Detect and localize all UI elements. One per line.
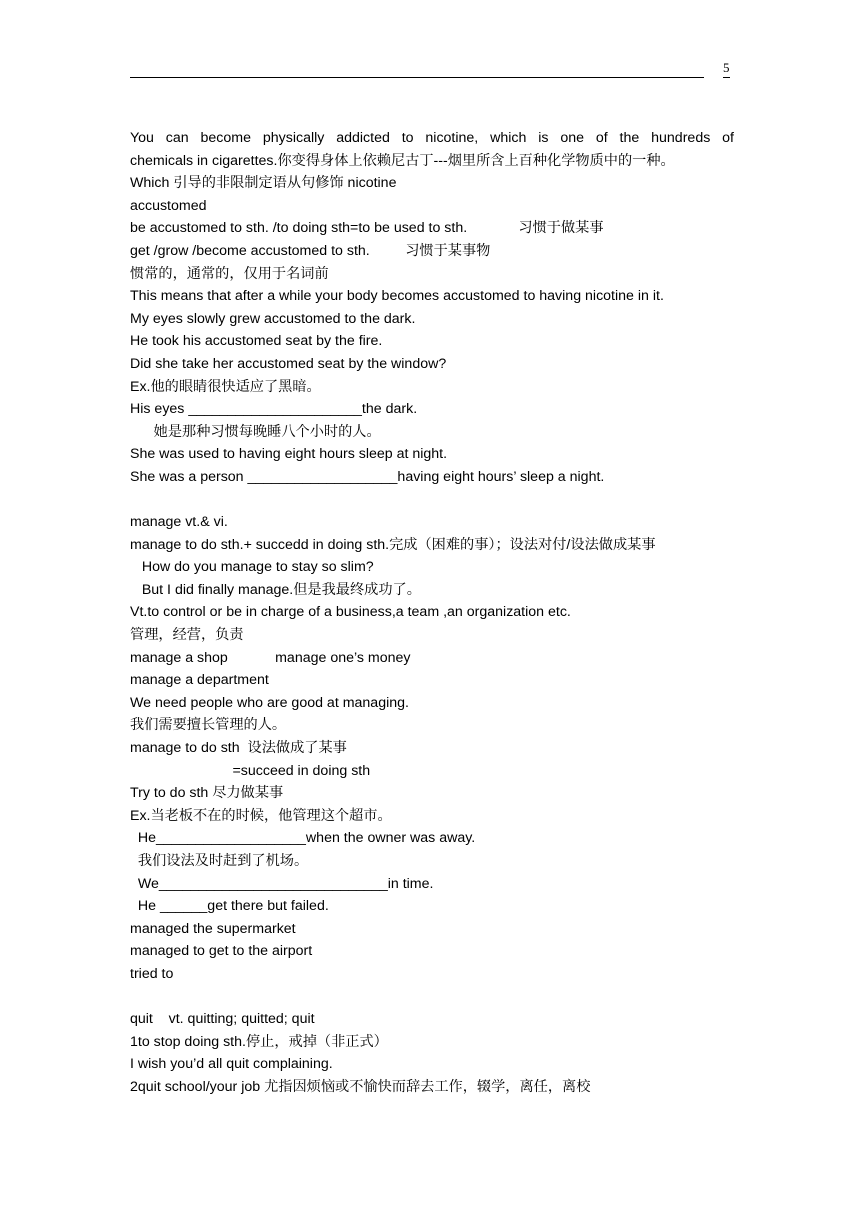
blank-line <box>130 489 734 512</box>
text-line: Ex.他的眼睛很快适应了黑暗。 <box>130 378 321 395</box>
text-line: 惯常的，通常的，仅用于名词前 <box>130 265 329 282</box>
text-line: Which 引导的非限制定语从句修饰 nicotine <box>130 175 397 192</box>
text-line: 我们设法及时赶到了机场。 <box>130 853 309 869</box>
text-line: Try to do sth 尽力做某事 <box>130 785 284 802</box>
header-rule <box>130 77 704 78</box>
text-line: We need people who are good at managing. <box>130 694 409 711</box>
text-line: chemicals in cigarettes.你变得身体上依赖尼古丁---烟里所含上百种化学物质中的一种。 <box>130 152 675 169</box>
text-line: manage a department <box>130 672 269 689</box>
text-line: 管理，经营，负责 <box>130 627 244 644</box>
text-line: managed to get to the airport <box>130 943 313 960</box>
text-line: His eyes ______________________the dark. <box>130 401 418 418</box>
text-line: 她是那种习惯每晚睡八个小时的人。 <box>130 423 381 440</box>
text-line: managed the supermarket <box>130 920 296 937</box>
text-line: =succeed in doing sth <box>130 762 371 779</box>
text-line: be accustomed to sth. /to doing sth=to be used to sth. 习惯于做某事 <box>130 220 604 237</box>
text-line: accustomed <box>130 197 207 214</box>
text-line: But I did finally manage.但是我最终成功了。 <box>130 581 421 598</box>
text-line: You can become physically addicted to nicotine, which is one of the hundreds of <box>130 130 734 146</box>
text-line: manage a shop manage one’s money <box>130 649 411 666</box>
document-body <box>130 127 734 1099</box>
text-line: manage to do sth.+ succedd in doing sth.完成（困难的事）；设法对付/设法做成某事 <box>130 536 656 553</box>
text-line: He___________________when the owner was away. <box>130 830 476 847</box>
text-line: My eyes slowly grew accustomed to the dark. <box>130 310 416 327</box>
text-line: Vt.to control or be in charge of a business,a team ,an organization etc. <box>130 604 571 621</box>
text-line: tried to <box>130 965 174 982</box>
text-line: We_____________________________in time. <box>130 875 434 892</box>
text-line: manage vt.& vi. <box>130 514 228 531</box>
text-line: She was a person ___________________having eight hours’ sleep a night. <box>130 468 605 485</box>
text-line: Did she take her accustomed seat by the window? <box>130 355 447 372</box>
text-line: 我们需要擅长管理的人。 <box>130 717 287 734</box>
text-line: Ex.当老板不在的时候，他管理这个超市。 <box>130 807 392 824</box>
text-line: I wish you’d all quit complaining. <box>130 1056 333 1073</box>
text-line: He took his accustomed seat by the fire. <box>130 333 383 350</box>
text-line: 1to stop doing sth.停止，戒掉（非正式） <box>130 1033 388 1050</box>
blank-line <box>130 986 734 1009</box>
text-line: 2quit school/your job 尤指因烦恼或不愉快而辞去工作，辍学，离任，离校 <box>130 1078 591 1095</box>
text-line: quit vt. quitting; quitted; quit <box>130 1011 315 1028</box>
text-line: He ______get there but failed. <box>130 898 329 915</box>
page-number: 5 <box>723 60 730 78</box>
text-line: manage to do sth 设法做成了某事 <box>130 740 347 757</box>
text-line: This means that after a while your body becomes accustomed to having nicotine in it. <box>130 288 664 305</box>
text-line: get /grow /become accustomed to sth. 习惯于某事物 <box>130 242 491 259</box>
text-line: She was used to having eight hours sleep at night. <box>130 446 448 463</box>
text-line: How do you manage to stay so slim? <box>130 559 374 576</box>
